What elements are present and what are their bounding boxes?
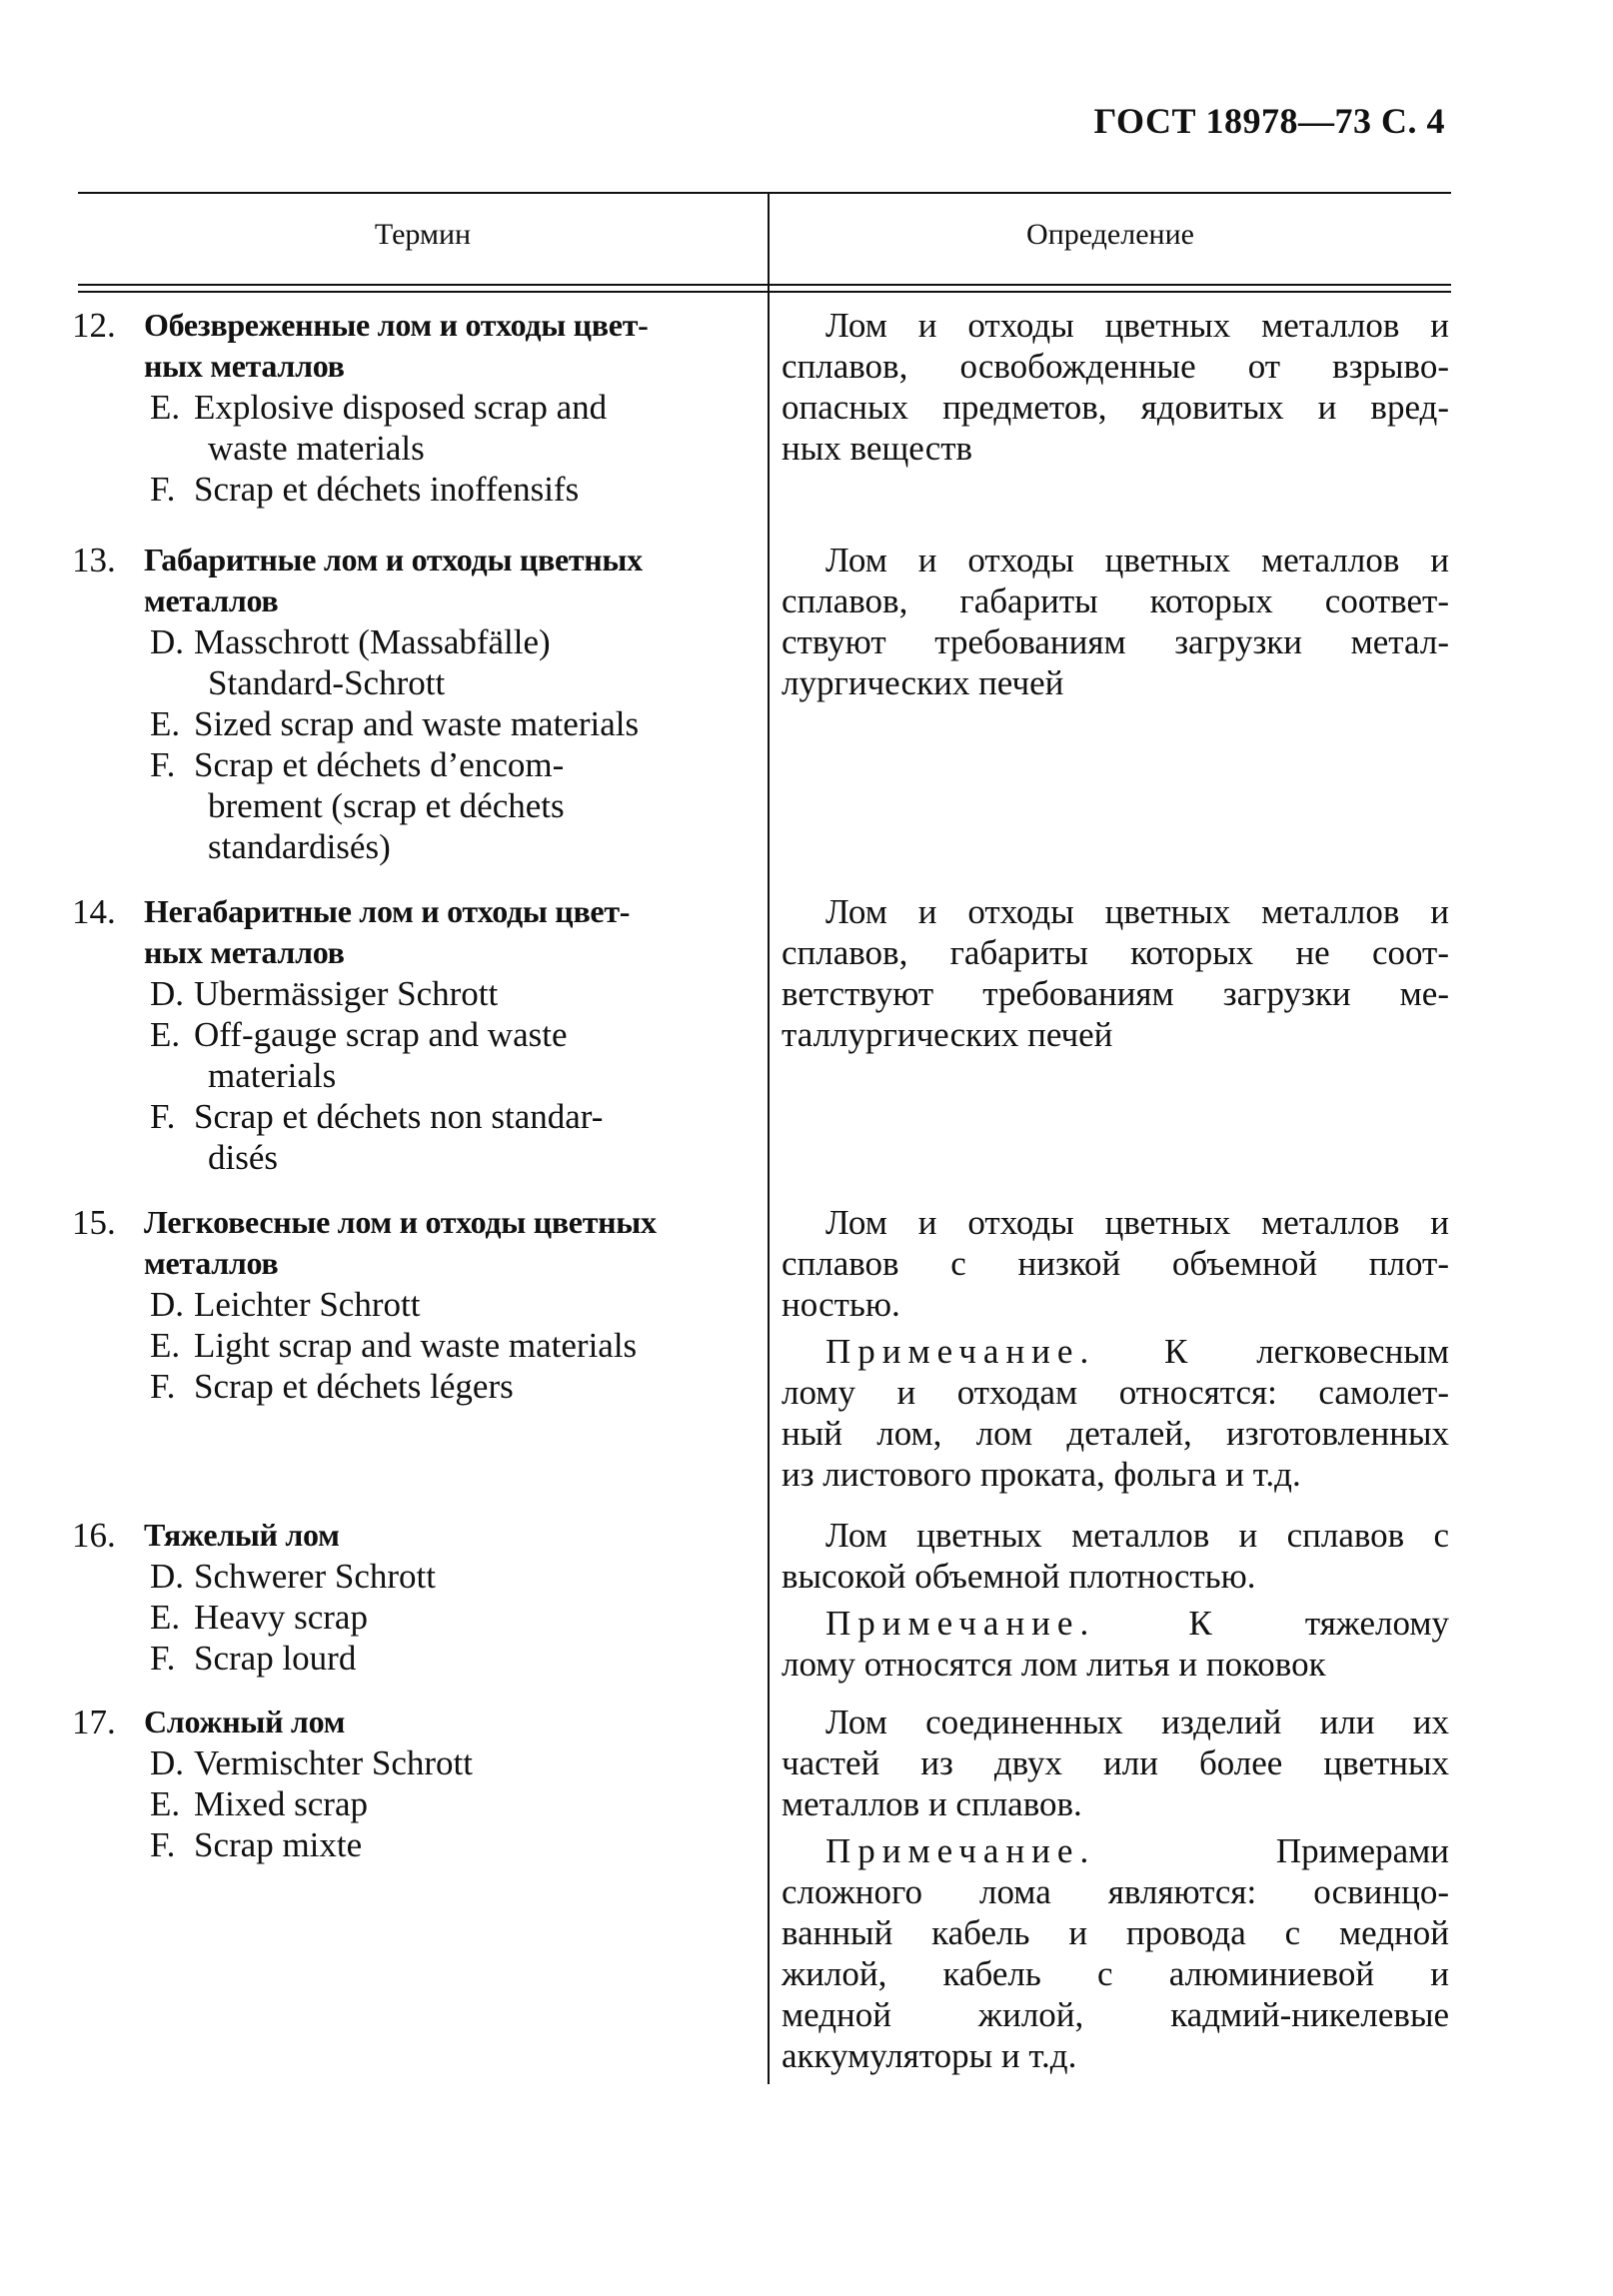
- note-label: Примечание.: [825, 1831, 1096, 1870]
- definition-line: ванный кабель и провода с медной: [782, 1913, 1449, 1952]
- note-line: Примечание. Примерами: [825, 1831, 1449, 1870]
- definition-line: сплавов, габариты которых соответ-: [782, 581, 1449, 620]
- definition-line: Лом и отходы цветных металлов и: [825, 892, 1449, 931]
- foreign-equivalent: [72, 1284, 764, 1325]
- foreign-term: Ubermässiger Schrott: [194, 974, 499, 1013]
- foreign-term: Scrap mixte: [194, 1825, 363, 1864]
- foreign-equivalent: [72, 621, 764, 662]
- term-cell: [72, 891, 764, 1178]
- foreign-term: Sized scrap and waste materials: [194, 704, 640, 743]
- language-code: F.: [150, 1825, 176, 1864]
- language-code: E.: [150, 388, 181, 427]
- definition-line: ных веществ: [782, 429, 973, 468]
- term-name: Габаритные лом и отходы цветных: [144, 542, 643, 577]
- language-code: F.: [150, 1367, 176, 1406]
- foreign-equivalent: [72, 1325, 764, 1366]
- foreign-term-continuation: brement (scrap et déchets: [208, 786, 565, 825]
- foreign-term: Mixed scrap: [194, 1784, 368, 1823]
- language-code: D.: [150, 622, 185, 661]
- foreign-term: Heavy scrap: [194, 1598, 368, 1637]
- language-code: E.: [150, 1326, 181, 1365]
- column-header-term: Термин: [374, 218, 472, 251]
- definition-line: сплавов с низкой объемной плот-: [782, 1244, 1449, 1283]
- term-number: 12.: [72, 306, 116, 345]
- foreign-term: Scrap et déchets inoffensifs: [194, 470, 580, 509]
- definition-line: Лом и отходы цветных металлов и: [825, 1203, 1449, 1242]
- definition-cell: [782, 891, 1449, 1055]
- column-divider: [768, 193, 770, 2084]
- definition-line: таллургических печей: [782, 1015, 1113, 1054]
- definition-line: ный лом, лом деталей, изготовленных: [782, 1414, 1449, 1453]
- definition-cell: [782, 1702, 1449, 2076]
- foreign-equivalent: [72, 1096, 764, 1137]
- foreign-term: Schwerer Schrott: [194, 1557, 437, 1596]
- language-code: F.: [150, 1097, 176, 1136]
- definition-line: Лом соединенных изделий или их: [825, 1703, 1449, 1741]
- definition-line: лому относятся лом литья и поковок: [782, 1645, 1326, 1684]
- term-title-line: [72, 1515, 764, 1556]
- term-number: 17.: [72, 1703, 116, 1741]
- foreign-term-continuation: waste materials: [208, 429, 425, 468]
- foreign-equivalent: [72, 469, 764, 510]
- term-name-continuation: ных металлов: [144, 934, 345, 970]
- foreign-equivalent: [72, 1556, 764, 1597]
- term-title-line: [72, 1202, 764, 1243]
- foreign-equivalent: [72, 1638, 764, 1679]
- term-number: 15.: [72, 1203, 116, 1242]
- definition-line: опасных предметов, ядовитых и вред-: [782, 388, 1449, 427]
- foreign-term: Scrap et déchets non standar-: [194, 1097, 604, 1136]
- foreign-equivalent: [72, 1742, 764, 1783]
- term-cell: [72, 305, 764, 510]
- definition-line: металлов и сплавов.: [782, 1784, 1082, 1823]
- term-cell: [72, 540, 764, 867]
- definition-cell: [782, 1202, 1449, 1495]
- language-code: F.: [150, 745, 176, 784]
- term-title-line: [72, 891, 764, 932]
- definition-line: частей из двух или более цветных: [782, 1743, 1449, 1782]
- page-header-doc-ref: ГОСТ 18978—73 С. 4: [1093, 101, 1445, 141]
- language-code: F.: [150, 470, 176, 509]
- foreign-equivalent: [72, 1366, 764, 1407]
- header-double-rule-top: [78, 284, 1451, 286]
- term-title-line: [72, 540, 764, 580]
- foreign-equivalent: [72, 387, 764, 428]
- foreign-term: Leichter Schrott: [194, 1285, 421, 1324]
- foreign-equivalent: [72, 973, 764, 1014]
- column-header-definition: Определение: [1026, 218, 1194, 251]
- term-number: 13.: [72, 541, 116, 579]
- definition-line: лому и отходам относятся: самолет-: [782, 1373, 1449, 1412]
- foreign-equivalent: [72, 703, 764, 744]
- term-name: Сложный лом: [144, 1704, 346, 1739]
- language-code: E.: [150, 1598, 181, 1637]
- term-name: Обезвреженные лом и отходы цвет-: [144, 307, 649, 343]
- definition-line: лургических печей: [782, 663, 1064, 702]
- language-code: E.: [150, 1015, 181, 1054]
- definition-line: сплавов, освобожденные от взрыво-: [782, 347, 1449, 386]
- foreign-term-continuation: disés: [208, 1138, 278, 1177]
- term-cell: [72, 1202, 764, 1407]
- foreign-term: Light scrap and waste materials: [194, 1326, 638, 1365]
- language-code: D.: [150, 1743, 185, 1782]
- term-number: 16.: [72, 1516, 116, 1555]
- foreign-term: Scrap lourd: [194, 1639, 357, 1678]
- language-code: D.: [150, 1285, 185, 1324]
- foreign-term-continuation: standardisés): [208, 827, 391, 866]
- foreign-equivalent: [72, 744, 764, 785]
- definition-line: медной жилой, кадмий-никелевые: [782, 1995, 1449, 2034]
- foreign-term-continuation: materials: [208, 1056, 337, 1095]
- definition-line: ствуют требованиям загрузки метал-: [782, 622, 1449, 661]
- definition-cell: [782, 1515, 1449, 1685]
- table-top-rule: [78, 192, 1451, 194]
- definition-line: из листового проката, фольга и т.д.: [782, 1455, 1301, 1494]
- term-name-continuation: металлов: [144, 582, 279, 618]
- foreign-term: Scrap et déchets légers: [194, 1367, 514, 1406]
- note-line: Примечание. К тяжелому: [825, 1604, 1449, 1643]
- term-cell: [72, 1515, 764, 1679]
- term-name-continuation: ных металлов: [144, 348, 345, 384]
- term-name-continuation: металлов: [144, 1245, 279, 1281]
- definition-line: сложного лома являются: освинцо-: [782, 1872, 1449, 1911]
- language-code: E.: [150, 1784, 181, 1823]
- header-double-rule-bottom: [78, 291, 1451, 293]
- term-title-line: [72, 1702, 764, 1742]
- foreign-equivalent: [72, 1824, 764, 1865]
- language-code: F.: [150, 1639, 176, 1678]
- definition-line: сплавов, габариты которых не соот-: [782, 933, 1449, 972]
- definition-line: жилой, кабель с алюминиевой и: [782, 1954, 1449, 1993]
- foreign-term-continuation: Standard-Schrott: [208, 663, 446, 702]
- foreign-term: Vermischter Schrott: [194, 1743, 473, 1782]
- term-name: Тяжелый лом: [144, 1517, 340, 1553]
- definition-line: высокой объемной плотностью.: [782, 1557, 1256, 1596]
- foreign-equivalent: [72, 1783, 764, 1824]
- term-number: 14.: [72, 892, 116, 931]
- foreign-equivalent: [72, 1014, 764, 1055]
- language-code: D.: [150, 974, 185, 1013]
- definition-line: аккумуляторы и т.д.: [782, 2036, 1077, 2075]
- language-code: D.: [150, 1557, 185, 1596]
- definition-line: Лом и отходы цветных металлов и: [825, 541, 1449, 579]
- foreign-term: Scrap et déchets d’encom-: [194, 745, 565, 784]
- note-label: Примечание.: [825, 1332, 1096, 1371]
- foreign-equivalent: [72, 1597, 764, 1638]
- definition-line: ветствуют требованиям загрузки ме-: [782, 974, 1449, 1013]
- term-name: Негабаритные лом и отходы цвет-: [144, 893, 631, 929]
- definition-line: Лом и отходы цветных металлов и: [825, 306, 1449, 345]
- language-code: E.: [150, 704, 181, 743]
- term-cell: [72, 1702, 764, 1865]
- definition-cell: [782, 305, 1449, 469]
- term-title-line: [72, 305, 764, 346]
- note-line: Примечание. К легковесным: [825, 1332, 1449, 1371]
- definition-cell: [782, 540, 1449, 703]
- definition-line: ностью.: [782, 1285, 900, 1324]
- foreign-term: Explosive disposed scrap and: [194, 388, 608, 427]
- term-name: Легковесные лом и отходы цветных: [144, 1204, 657, 1240]
- foreign-term: Masschrott (Massabfälle): [194, 622, 551, 661]
- definition-line: Лом цветных металлов и сплавов с: [825, 1516, 1449, 1555]
- foreign-term: Off-gauge scrap and waste: [194, 1015, 568, 1054]
- note-label: Примечание.: [825, 1604, 1096, 1643]
